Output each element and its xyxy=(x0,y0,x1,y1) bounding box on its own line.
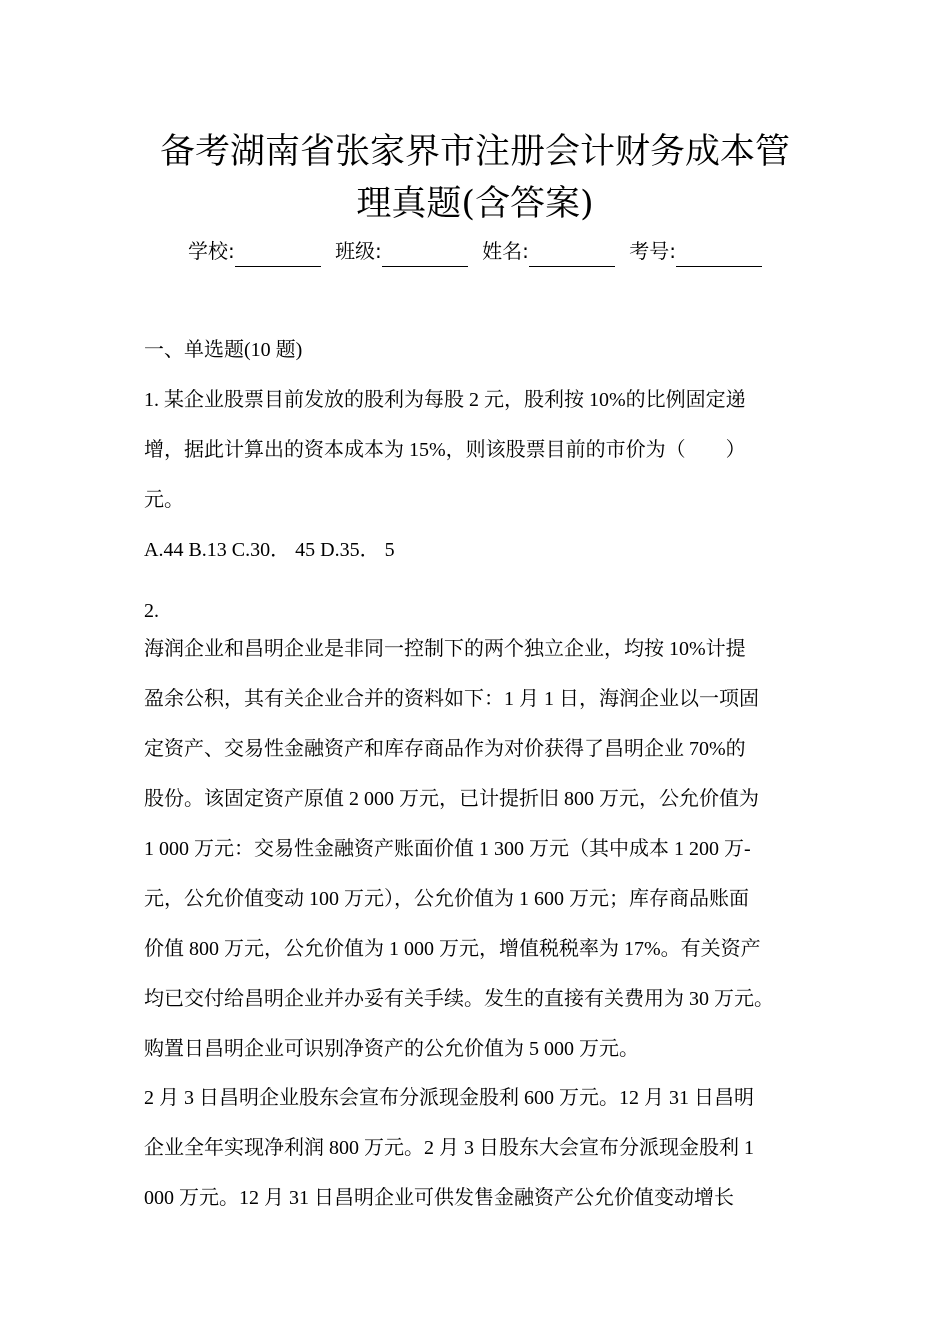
question-2-line-8: 均已交付给昌明企业并办妥有关手续。发生的直接有关费用为 30 万元。 xyxy=(144,988,774,1010)
question-1-line-1: 1. 某企业股票目前发放的股利为每股 2 元，股利按 10%的比例固定递 xyxy=(144,389,746,411)
question-2-line-4: 股份。该固定资产原值 2 000 万元，已计提折旧 800 万元，公允价值为 xyxy=(144,788,759,810)
exam-number-label: 考号: xyxy=(629,239,677,263)
question-2-line-11: 企业全年实现净利润 800 万元。2 月 3 日股东大会宣布分派现金股利 1 xyxy=(144,1137,754,1159)
school-blank xyxy=(235,244,321,267)
student-info-row xyxy=(0,235,950,267)
class-label: 班级: xyxy=(335,239,382,263)
section-heading: 一、单选题(10 题) xyxy=(144,339,303,361)
document-title-line-2: 理真题(含答案) xyxy=(356,184,594,224)
exam-number-blank xyxy=(676,244,762,267)
question-2-line-3: 定资产、交易性金融资产和库存商品作为对价获得了昌明企业 70%的 xyxy=(144,738,746,760)
question-2-line-2: 盈余公积，其有关企业合并的资料如下：1 月 1 日，海润企业以一项固 xyxy=(144,688,759,710)
question-2-number: 2. xyxy=(144,600,159,622)
question-2-line-1: 海润企业和昌明企业是非同一控制下的两个独立企业，均按 10%计提 xyxy=(144,638,746,660)
question-2-line-6: 元，公允价值变动 100 万元），公允价值为 1 600 万元；库存商品账面 xyxy=(144,888,749,910)
question-2-line-7: 价值 800 万元，公允价值为 1 000 万元，增值税税率为 17%。有关资产 xyxy=(144,938,761,960)
question-2-line-12: 000 万元。12 月 31 日昌明企业可供发售金融资产公允价值变动增长 xyxy=(144,1187,734,1209)
name-blank xyxy=(529,244,615,267)
name-label: 姓名: xyxy=(482,239,529,263)
question-1-line-2: 增，据此计算出的资本成本为 15%，则该股票目前的市价为（ ） xyxy=(144,439,746,461)
question-1-line-3: 元。 xyxy=(144,489,184,511)
document-title-line-1: 备考湖南省张家界市注册会计财务成本管 xyxy=(159,132,790,172)
question-2-line-5: 1 000 万元：交易性金融资产账面价值 1 300 万元（其中成本 1 200 万- xyxy=(144,838,751,860)
question-2-line-9: 购置日昌明企业可识别净资产的公允价值为 5 000 万元。 xyxy=(144,1038,639,1060)
question-1-options: A.44 B.13 C.30． 45 D.35． 5 xyxy=(144,539,395,561)
school-label: 学校: xyxy=(187,239,235,263)
class-blank xyxy=(382,244,468,267)
question-2-line-10: 2 月 3 日昌明企业股东会宣布分派现金股利 600 万元。12 月 31 日昌明 xyxy=(144,1087,754,1109)
